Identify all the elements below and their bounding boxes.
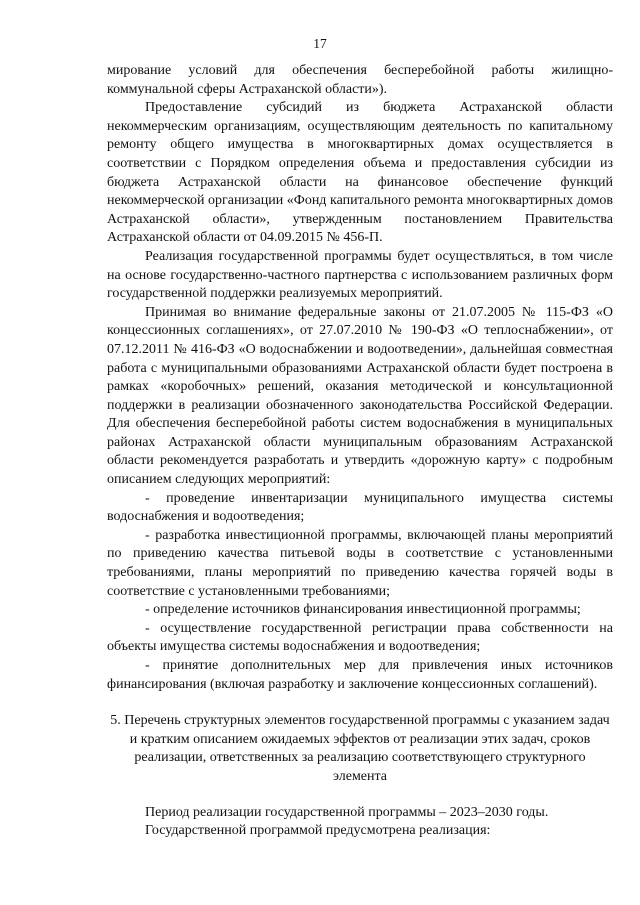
body-paragraph: Государственной программой предусмотрена реализация:: [145, 823, 491, 839]
list-item: - проведение инвентаризации муниципального имущества системы водоснабжения и водоотведения;: [107, 490, 613, 525]
section-heading: 5. Перечень структурных элементов государственной программы с указанием задач и кратким описанием ожидаемых эффектов от реализации этих задач, сроков реализации, ответственных за реализацию соответствующего структурного элемента: [110, 713, 610, 784]
body-paragraph: мирование условий для обеспечения бесперебойной работы жилищно-коммунальной сферы Астраханской области»).: [107, 63, 613, 97]
list-item: - принятие дополнительных мер для привлечения иных источников финансирования (включая разработку и заключение концессионных соглашений).: [107, 658, 613, 692]
body-paragraph: Период реализации государственной программы – 2023–2030 годы.: [145, 804, 549, 820]
body-paragraph: Предоставление субсидий из бюджета Астраханской области некоммерческим организациям, осуществляющим деятельность по капитальному ремонту общего имущества в многоквартирных домах осуществляется в соответствии с Порядком определения объема и предоставления субсидии из бюджета Астраханской области на финансовое обеспечение функций некоммерческой организации «Фонд капитального ремонта многоквартирных домов Астраханской области», утвержденным постановлением Правительства Астраханской области от 04.09.2015 № 456-П.: [107, 100, 613, 246]
list-item: - осуществление государственной регистрации права собственности на объекты имущества системы водоснабжения и водоотведения;: [107, 620, 613, 655]
body-paragraph: Реализация государственной программы будет осуществляться, в том числе на основе государственно-частного партнерства с использованием различных форм государственной поддержки реализуемых мероприятий.: [107, 248, 613, 302]
page-number: 17: [313, 36, 327, 51]
document-body: [107, 62, 613, 841]
list-item: - разработка инвестиционной программы, включающей планы мероприятий по приведению качества питьевой воды в соответствие с установленными требованиями, планы мероприятий по приведению качества горячей воды в соответствие с установленными требованиями;: [107, 527, 613, 599]
body-paragraph: Принимая во внимание федеральные законы от 21.07.2005 № 115-ФЗ «О концессионных соглашениях», от 27.07.2010 № 190-ФЗ «О теплоснабжении», от 07.12.2011 № 416-ФЗ «О водоснабжении и водоотведении», дальнейшая совместная работа с муниципальными образованиями Астраханской области будет построена в рамках «коробочных» решений, оказания методической и консультационной поддержки в реализации обозначенного законодательства Российской Федерации. Для обеспечения бесперебойной работы систем водоснабжения в муниципальных районах Астраханской области муниципальным образованиям Астраханской области рекомендуется разработать и утвердить «дорожную карту» с подробным описанием следующих мероприятий:: [107, 304, 613, 488]
list-item: - определение источников финансирования инвестиционной программы;: [145, 602, 581, 618]
